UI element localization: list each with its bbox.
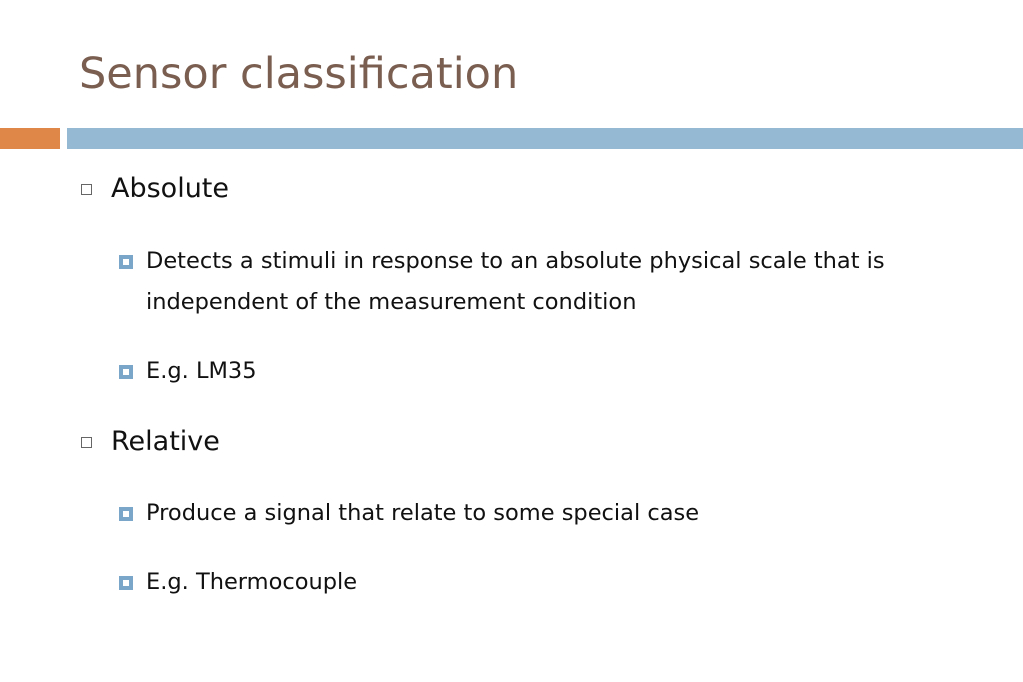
sub-bullet-text: Detects a stimuli in response to an absolute physical scale that is independent of the measurement condition — [146, 248, 885, 315]
filled-square-bullet-icon — [119, 255, 133, 269]
hollow-square-bullet-icon — [81, 184, 92, 195]
filled-square-bullet-icon — [119, 576, 133, 590]
bullet-label: Relative — [111, 426, 220, 457]
sub-bullet-item — [119, 245, 959, 323]
filled-square-bullet-icon — [119, 365, 133, 379]
filled-square-bullet-icon — [119, 507, 133, 521]
sub-bullet-item — [119, 566, 959, 603]
bullet-label: Absolute — [111, 173, 230, 204]
sub-bullet-text: Produce a signal that relate to some special case — [146, 500, 700, 526]
hollow-square-bullet-icon — [81, 437, 92, 448]
sub-bullet-item — [119, 497, 959, 534]
sub-bullet-text: E.g. Thermocouple — [146, 569, 358, 595]
slide-title: Sensor classification — [79, 49, 519, 99]
sub-bullet-item — [119, 355, 959, 392]
bullet-item-relative — [81, 424, 220, 460]
bullet-item-absolute — [81, 171, 229, 207]
sub-bullet-text: E.g. LM35 — [146, 358, 257, 384]
